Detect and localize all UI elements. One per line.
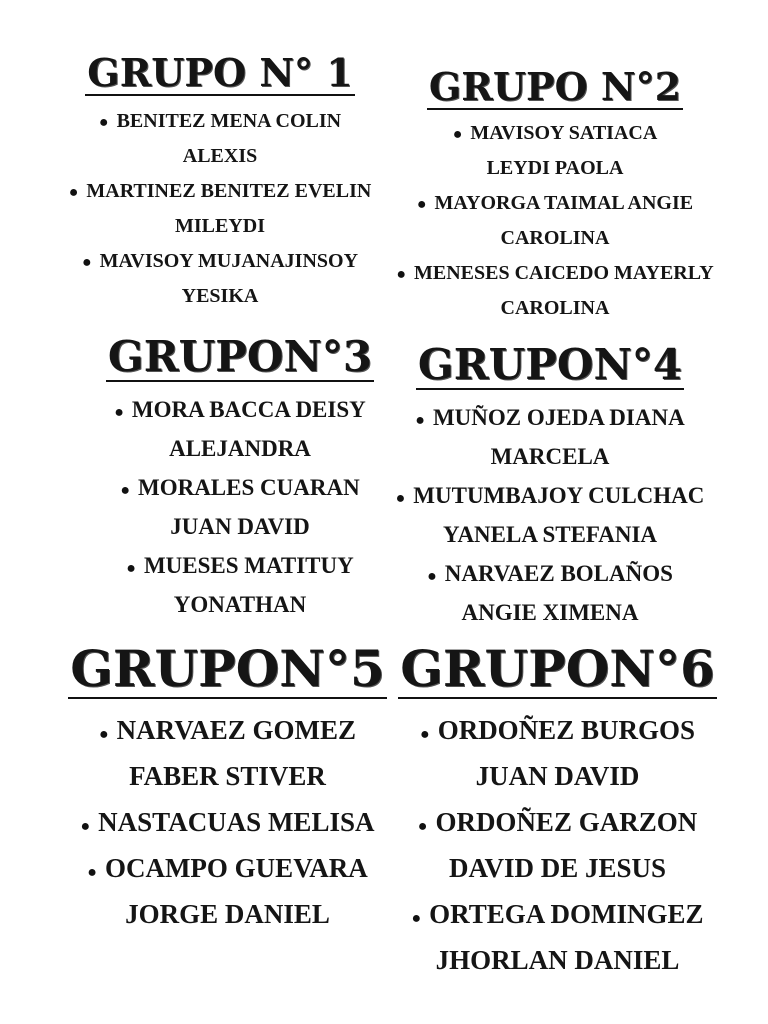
list-item [380,398,720,476]
member-name-line2: ALEJANDRA [169,436,311,462]
list-item [55,244,385,314]
member-name-line2: FABER STIVER [129,760,326,791]
member-name-line1: NARVAEZ GOMEZ [116,714,356,745]
group-6-title: GRUPON°6 [400,639,715,698]
bullet-icon: ● [120,482,130,500]
group-3-title: GRUPON°3 [107,332,373,381]
bullet-icon: ● [420,725,430,743]
member-name-line2: YESIKA [181,284,259,307]
bullet-icon: ● [114,404,124,422]
list-item [385,707,730,799]
member-name-line1: OCAMPO GUEVARA [104,852,368,883]
member-name-line1: MENESES CAICEDO MAYERLY [413,261,714,284]
member-name-line2: MILEYDI [174,214,265,237]
group-4-title: GRUPON°4 [417,340,683,389]
list-item [390,256,720,326]
member-name-line1: MORALES CUARAN [137,475,360,501]
member-name-line1: NASTACUAS MELISA [98,806,375,837]
bullet-icon: ● [427,568,437,586]
member-name-line2: JORGE DANIEL [125,898,330,929]
list-item [385,799,730,891]
member-name-line1: MAVISOY SATIACA [470,121,658,144]
bullet-icon: ● [416,195,427,213]
group-3 [70,332,410,624]
list-item [55,707,400,799]
member-name-line2: MARCELA [490,444,610,470]
list-item [390,116,720,186]
list-item [70,390,410,468]
member-name-line1: NARVAEZ BOLAÑOS [444,561,673,587]
member-name-line2: JUAN DAVID [475,760,640,791]
bullet-icon: ● [417,817,428,835]
group-3-member-list [70,390,410,624]
list-item [55,845,400,937]
member-name-line2: LEYDI PAOLA [486,156,624,179]
bullet-icon: ● [87,863,97,881]
list-item [70,546,410,624]
group-4 [380,340,720,632]
list-item [55,104,385,174]
member-name-line2: ALEXIS [182,144,258,167]
group-1-title: GRUPO N° 1 [87,50,353,95]
group-2-member-list [390,116,720,326]
list-item [70,468,410,546]
bullet-icon: ● [126,560,136,578]
member-name-line1: MUESES MATITUY [143,553,354,579]
group-5 [55,639,400,937]
bullet-icon: ● [81,253,92,271]
list-item [390,186,720,256]
group-1 [55,50,385,314]
member-name-line1: ORDOÑEZ GARZON [435,806,698,837]
group-5-title: GRUPON°5 [70,639,385,698]
member-name-line2: CAROLINA [500,296,610,319]
bullet-icon: ● [98,113,109,131]
bullet-icon: ● [452,125,463,143]
group-1-member-list [55,104,385,314]
member-name-line1: ORDOÑEZ BURGOS [437,714,695,745]
group-6-member-list [385,707,730,983]
member-name-line2: DAVID DE JESUS [448,852,667,883]
member-name-line1: BENITEZ MENA COLIN [116,109,342,132]
list-item [380,476,720,554]
member-name-line1: MUTUMBAJOY CULCHAC [413,483,705,509]
member-name-line2: CAROLINA [500,226,610,249]
member-name-line2: JUAN DAVID [170,514,310,540]
bullet-icon: ● [68,183,79,201]
bullet-icon: ● [98,725,109,743]
member-name-line2: YONATHAN [173,592,307,618]
member-name-line1: MAYORGA TAIMAL ANGIE [434,191,694,214]
group-6 [385,639,730,983]
group-2-title: GRUPO N°2 [428,64,682,109]
member-name-line1: MAVISOY MUJANAJINSOY [99,249,359,272]
member-name-line2: JHORLAN DANIEL [435,944,680,975]
group-4-member-list [380,398,720,632]
member-name-line1: ORTEGA DOMINGEZ [429,898,704,929]
member-name-line1: MARTINEZ BENITEZ EVELIN [86,179,372,202]
bullet-icon: ● [395,490,406,508]
member-name-line1: MORA BACCA DEISY [131,397,366,423]
group-2 [390,64,720,326]
member-name-line1: MUÑOZ OJEDA DIANA [432,405,685,431]
member-name-line2: ANGIE XIMENA [461,600,639,626]
bullet-icon: ● [80,817,91,835]
member-name-line2: YANELA STEFANIA [442,522,658,548]
list-item [380,554,720,632]
list-item [55,174,385,244]
bullet-icon: ● [415,412,425,430]
bullet-icon: ● [396,265,406,283]
list-item [55,799,400,845]
bullet-icon: ● [411,909,422,927]
list-item [385,891,730,983]
group-5-member-list [55,707,400,937]
